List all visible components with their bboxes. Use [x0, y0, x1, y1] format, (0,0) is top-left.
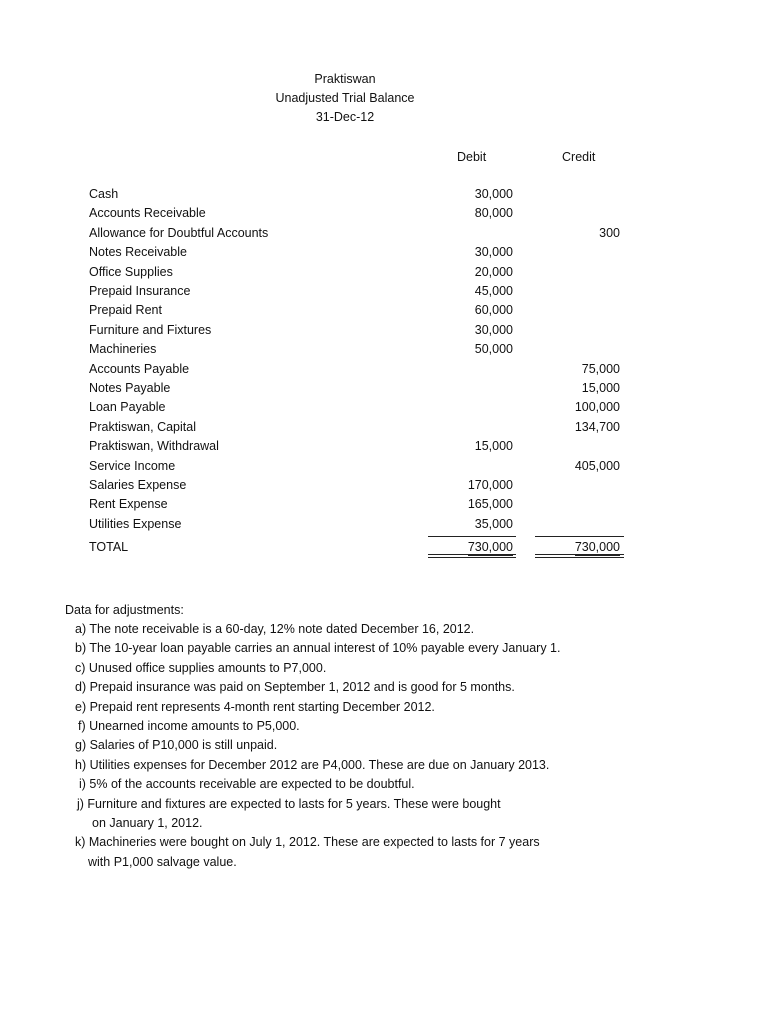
adjustment-item-continuation: with P1,000 salvage value.: [88, 854, 237, 869]
report-title: Unadjusted Trial Balance: [275, 91, 415, 105]
table-row: [0, 303, 768, 322]
adjustment-item: j) Furniture and fixtures are expected to lasts for 5 years. These were bought: [77, 796, 501, 811]
account-name: Notes Receivable: [89, 245, 187, 260]
debit-amount: 50,000: [474, 342, 513, 357]
debit-amount: 30,000: [474, 245, 513, 260]
account-name: Praktiswan, Capital: [89, 419, 196, 434]
table-row: [0, 206, 768, 225]
adjustment-item: h) Utilities expenses for December 2012 are P4,000. These are due on January 2013.: [75, 757, 550, 772]
debit-amount: 30,000: [474, 322, 513, 337]
table-row: [0, 400, 768, 419]
account-name: Notes Payable: [89, 381, 171, 395]
adjustment-item: b) The 10-year loan payable carries an annual interest of 10% payable every January 1.: [75, 641, 561, 656]
total-debit: 730,000: [468, 540, 513, 558]
adjustments-title: Data for adjustments:: [65, 603, 184, 617]
table-row: [0, 362, 768, 381]
debit-amount: 60,000: [474, 303, 513, 318]
report-date: 31-Dec-12: [315, 110, 375, 124]
credit-total-double-rule-1: [535, 554, 624, 555]
adjustment-item: e) Prepaid rent represents 4-month rent starting December 2012.: [75, 699, 435, 714]
table-row: [0, 226, 768, 245]
account-name: Salaries Expense: [89, 478, 187, 492]
account-name: Prepaid Insurance: [89, 284, 191, 298]
credit-amount: 15,000: [581, 381, 620, 395]
adjustment-item: c) Unused office supplies amounts to P7,000.: [75, 660, 327, 675]
account-name: Loan Payable: [89, 400, 166, 415]
account-name: Rent Expense: [89, 497, 168, 512]
credit-amount: 75,000: [581, 361, 620, 376]
credit-total-double-rule-2: [535, 557, 624, 558]
table-row: [0, 284, 768, 303]
total-label: TOTAL: [89, 540, 129, 554]
account-name: Accounts Receivable: [89, 206, 206, 221]
debit-amount: 30,000: [474, 187, 513, 201]
table-row: [0, 517, 768, 536]
credit-amount: 300: [599, 225, 620, 240]
debit-total-double-rule-1: [428, 554, 516, 555]
account-name: Allowance for Doubtful Accounts: [89, 225, 269, 240]
adjustment-item: g) Salaries of P10,000 is still unpaid.: [75, 738, 278, 753]
debit-total-double-rule-2: [428, 557, 516, 558]
adjustment-item: a) The note receivable is a 60-day, 12% note dated December 16, 2012.: [75, 622, 475, 636]
table-row: [0, 420, 768, 439]
account-name: Utilities Expense: [89, 516, 182, 531]
debit-amount: 165,000: [467, 497, 513, 512]
table-row: [0, 478, 768, 497]
table-row: [0, 381, 768, 400]
table-row: [0, 342, 768, 361]
adjustment-item: i) 5% of the accounts receivable are expected to be doubtful.: [79, 777, 415, 792]
account-name: Service Income: [89, 458, 176, 473]
debit-amount: 170,000: [467, 478, 513, 492]
table-row: [0, 439, 768, 458]
table-row: [0, 459, 768, 478]
adjustment-item-continuation: on January 1, 2012.: [92, 816, 203, 830]
total-credit: 730,000: [575, 540, 620, 558]
debit-amount: 20,000: [474, 264, 513, 279]
credit-amount: 405,000: [574, 458, 620, 473]
account-name: Furniture and Fixtures: [89, 322, 212, 337]
adjustment-item: d) Prepaid insurance was paid on September 1, 2012 and is good for 5 months.: [75, 680, 515, 695]
table-row: [0, 265, 768, 284]
debit-amount: 80,000: [474, 206, 513, 221]
account-name: Prepaid Rent: [89, 303, 162, 318]
account-name: Cash: [89, 187, 119, 201]
company-name: Praktiswan: [314, 72, 376, 86]
debit-amount: 35,000: [474, 516, 513, 531]
debit-column-header: Debit: [457, 150, 487, 164]
total-row: [0, 540, 768, 559]
credit-subtotal-rule: [535, 536, 624, 537]
table-row: [0, 497, 768, 516]
table-row: [0, 323, 768, 342]
table-row: [0, 187, 768, 206]
debit-amount: 15,000: [474, 439, 513, 454]
credit-amount: 134,700: [574, 419, 620, 434]
account-name: Accounts Payable: [89, 361, 190, 376]
table-row: [0, 245, 768, 264]
account-name: Machineries: [89, 342, 157, 357]
credit-column-header: Credit: [562, 150, 596, 164]
debit-amount: 45,000: [474, 284, 513, 298]
account-name: Praktiswan, Withdrawal: [89, 439, 219, 454]
adjustment-item: k) Machineries were bought on July 1, 2012. These are expected to lasts for 7 years: [75, 835, 540, 850]
credit-amount: 100,000: [574, 400, 620, 415]
account-name: Office Supplies: [89, 264, 173, 279]
debit-subtotal-rule: [428, 536, 516, 537]
adjustment-item: f) Unearned income amounts to P5,000.: [78, 719, 300, 733]
